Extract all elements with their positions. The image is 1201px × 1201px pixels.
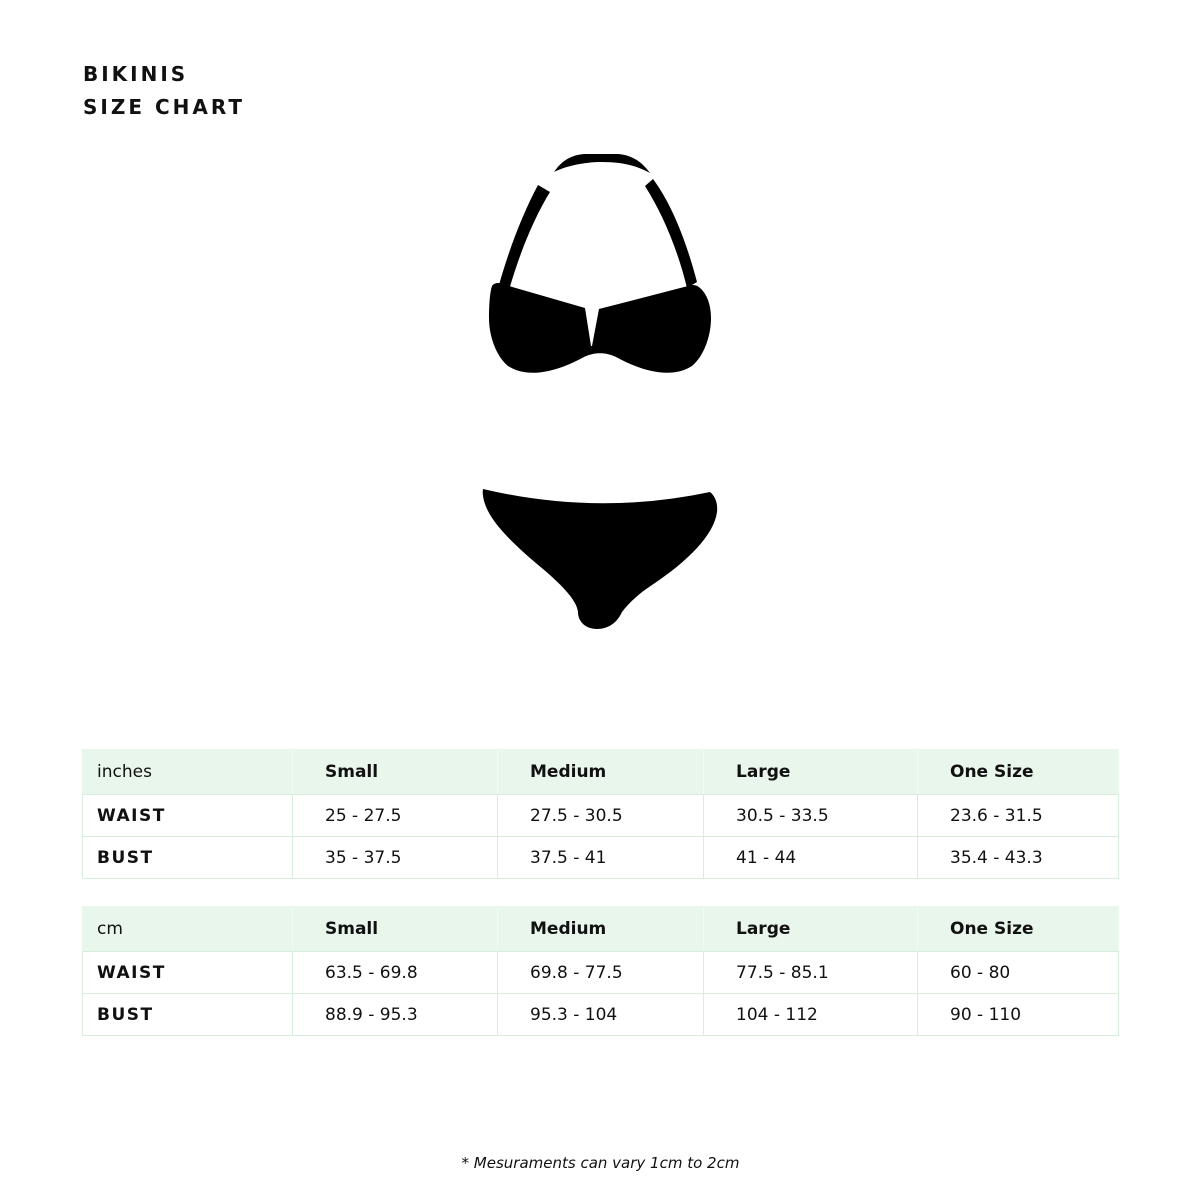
cm-header-row: [83, 906, 1119, 952]
col-header-large: Large: [704, 749, 918, 795]
col-header-large: Large: [704, 906, 918, 952]
table-row-waist: [83, 795, 1119, 837]
cell-bust-medium: 95.3 - 104: [498, 994, 704, 1036]
cell-waist-medium: 69.8 - 77.5: [498, 952, 704, 994]
cell-waist-small: 25 - 27.5: [293, 795, 498, 837]
page-subtitle: SIZE CHART: [83, 95, 246, 119]
size-table-inches: [82, 748, 1119, 879]
cell-bust-large: 41 - 44: [704, 837, 918, 879]
col-header-medium: Medium: [498, 749, 704, 795]
bikini-bottom-icon: [483, 489, 717, 629]
unit-label-cm: cm: [83, 906, 293, 952]
bikini-top-strap-right: [645, 179, 697, 288]
bikini-top-neckband: [554, 154, 650, 173]
col-header-one-size: One Size: [918, 749, 1119, 795]
bikini-silhouette-illustration: [440, 130, 770, 650]
row-label-waist: WAIST: [83, 952, 293, 994]
cell-bust-one-size: 90 - 110: [918, 994, 1119, 1036]
cell-bust-medium: 37.5 - 41: [498, 837, 704, 879]
table-row-bust: [83, 837, 1119, 879]
cell-bust-small: 88.9 - 95.3: [293, 994, 498, 1036]
col-header-one-size: One Size: [918, 906, 1119, 952]
cell-waist-large: 77.5 - 85.1: [704, 952, 918, 994]
row-label-waist: WAIST: [83, 795, 293, 837]
page-title: BIKINIS: [83, 62, 189, 86]
cell-waist-large: 30.5 - 33.5: [704, 795, 918, 837]
size-table-cm: [82, 905, 1119, 1036]
col-header-small: Small: [293, 749, 498, 795]
bikini-top-strap-left: [499, 185, 550, 290]
cell-waist-one-size: 23.6 - 31.5: [918, 795, 1119, 837]
bikini-bottom: [483, 489, 717, 629]
bikini-top-cups: [489, 283, 711, 373]
col-header-medium: Medium: [498, 906, 704, 952]
table-row-waist: [83, 952, 1119, 994]
row-label-bust: BUST: [83, 994, 293, 1036]
unit-label-inches: inches: [83, 749, 293, 795]
inches-header-row: [83, 749, 1119, 795]
cell-waist-small: 63.5 - 69.8: [293, 952, 498, 994]
col-header-small: Small: [293, 906, 498, 952]
cell-bust-small: 35 - 37.5: [293, 837, 498, 879]
measurement-disclaimer: * Mesuraments can vary 1cm to 2cm: [461, 1154, 740, 1172]
table-row-bust: [83, 994, 1119, 1036]
cell-bust-large: 104 - 112: [704, 994, 918, 1036]
cell-waist-one-size: 60 - 80: [918, 952, 1119, 994]
row-label-bust: BUST: [83, 837, 293, 879]
cell-waist-medium: 27.5 - 30.5: [498, 795, 704, 837]
cell-bust-one-size: 35.4 - 43.3: [918, 837, 1119, 879]
bikini-top-icon: [489, 154, 711, 373]
